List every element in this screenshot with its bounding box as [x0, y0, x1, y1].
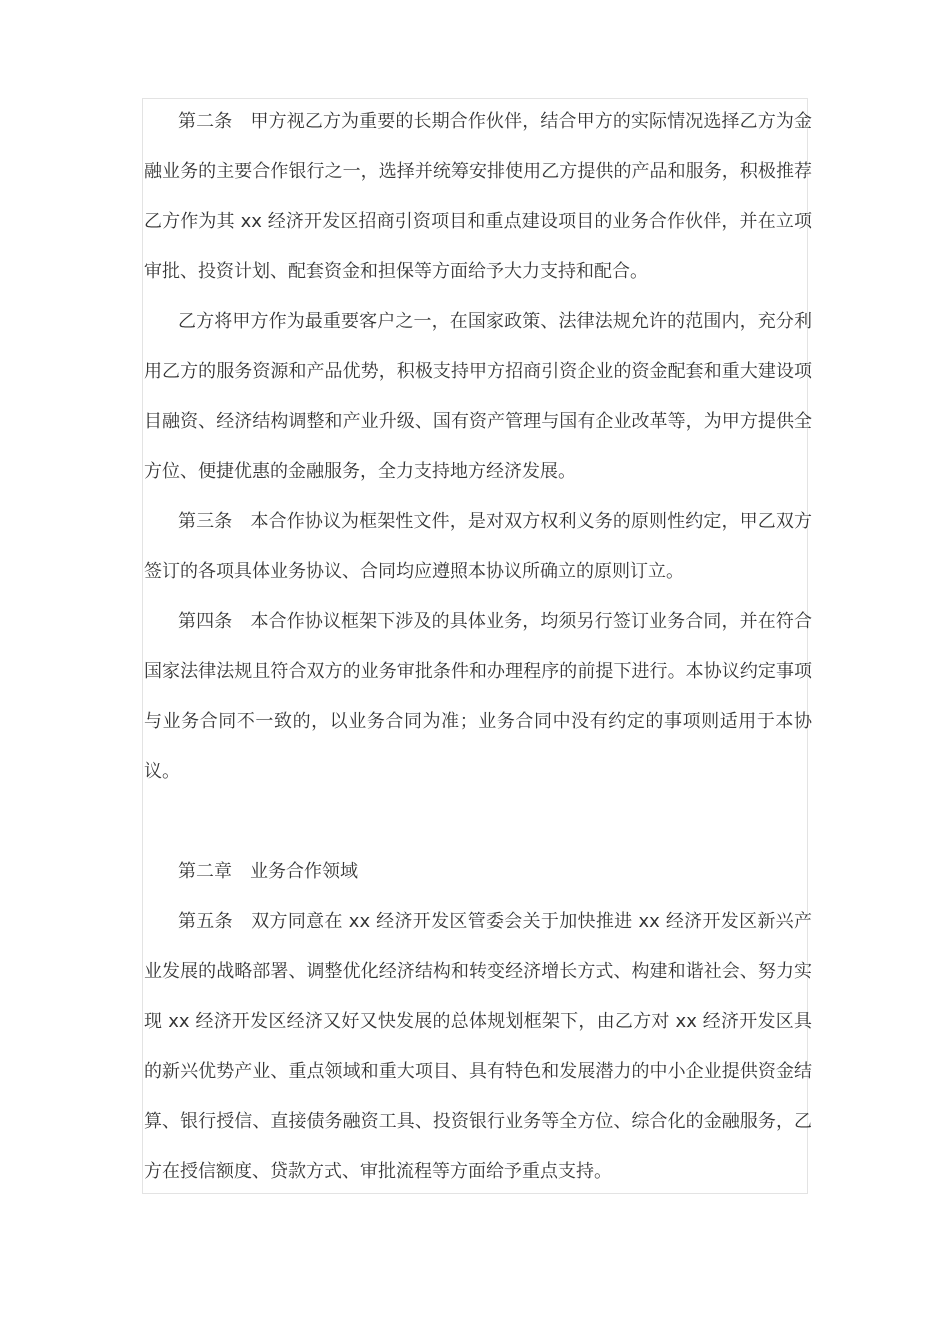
- article-3-paragraph: 第三条 本合作协议为框架性文件，是对双方权利义务的原则性约定，甲乙双方签订的各项具体业务协议、合同均应遵照本协议所确立的原则订立。: [144, 511, 812, 582]
- chapter-heading: 第二章 业务合作领域: [178, 861, 358, 882]
- article-2-paragraph: 第二条 甲方视乙方为重要的长期合作伙伴，结合甲方的实际情况选择乙方为金融业务的主要合作银行之一，选择并统筹安排使用乙方提供的产品和服务，积极推荐乙方作为其 xx 经济开发区招商引资项目和重点建设项目的业务合作伙伴，并在立项审批、投资计划、配套资金和担保等方面给予大力支持和配合。: [144, 111, 812, 282]
- article-2-continuation-paragraph: 乙方将甲方作为最重要客户之一，在国家政策、法律法规允许的范围内，充分利用乙方的服务资源和产品优势，积极支持甲方招商引资企业的资金配套和重大建设项目融资、经济结构调整和产业升级、国有资产管理与国有企业改革等，为甲方提供全方位、便捷优惠的金融服务，全力支持地方经济发展。: [144, 311, 812, 482]
- article-5-paragraph: 第五条 双方同意在 xx 经济开发区管委会关于加快推进 xx 经济开发区新兴产业发展的战略部署、调整优化经济结构和转变经济增长方式、构建和谐社会、努力实现 xx 经济开发区经济又好又快发展的总体规划框架下，由乙方对 xx 经济开发区具的新兴优势产业、重点领域和重大项目、具有特色和发展潜力的中小企业提供资金结算、银行授信、直接债务融资工具、投资银行业务等全方位、综合化的金融服务，乙方在授信额度、贷款方式、审批流程等方面给予重点支持。: [144, 911, 812, 1182]
- document-body: [144, 97, 812, 1197]
- blank-line: [144, 797, 812, 847]
- article-4-paragraph: 第四条 本合作协议框架下涉及的具体业务，均须另行签订业务合同，并在符合国家法律法规且符合双方的业务审批条件和办理程序的前提下进行。本协议约定事项与业务合同不一致的，以业务合同为准；业务合同中没有约定的事项则适用于本协议。: [144, 611, 812, 782]
